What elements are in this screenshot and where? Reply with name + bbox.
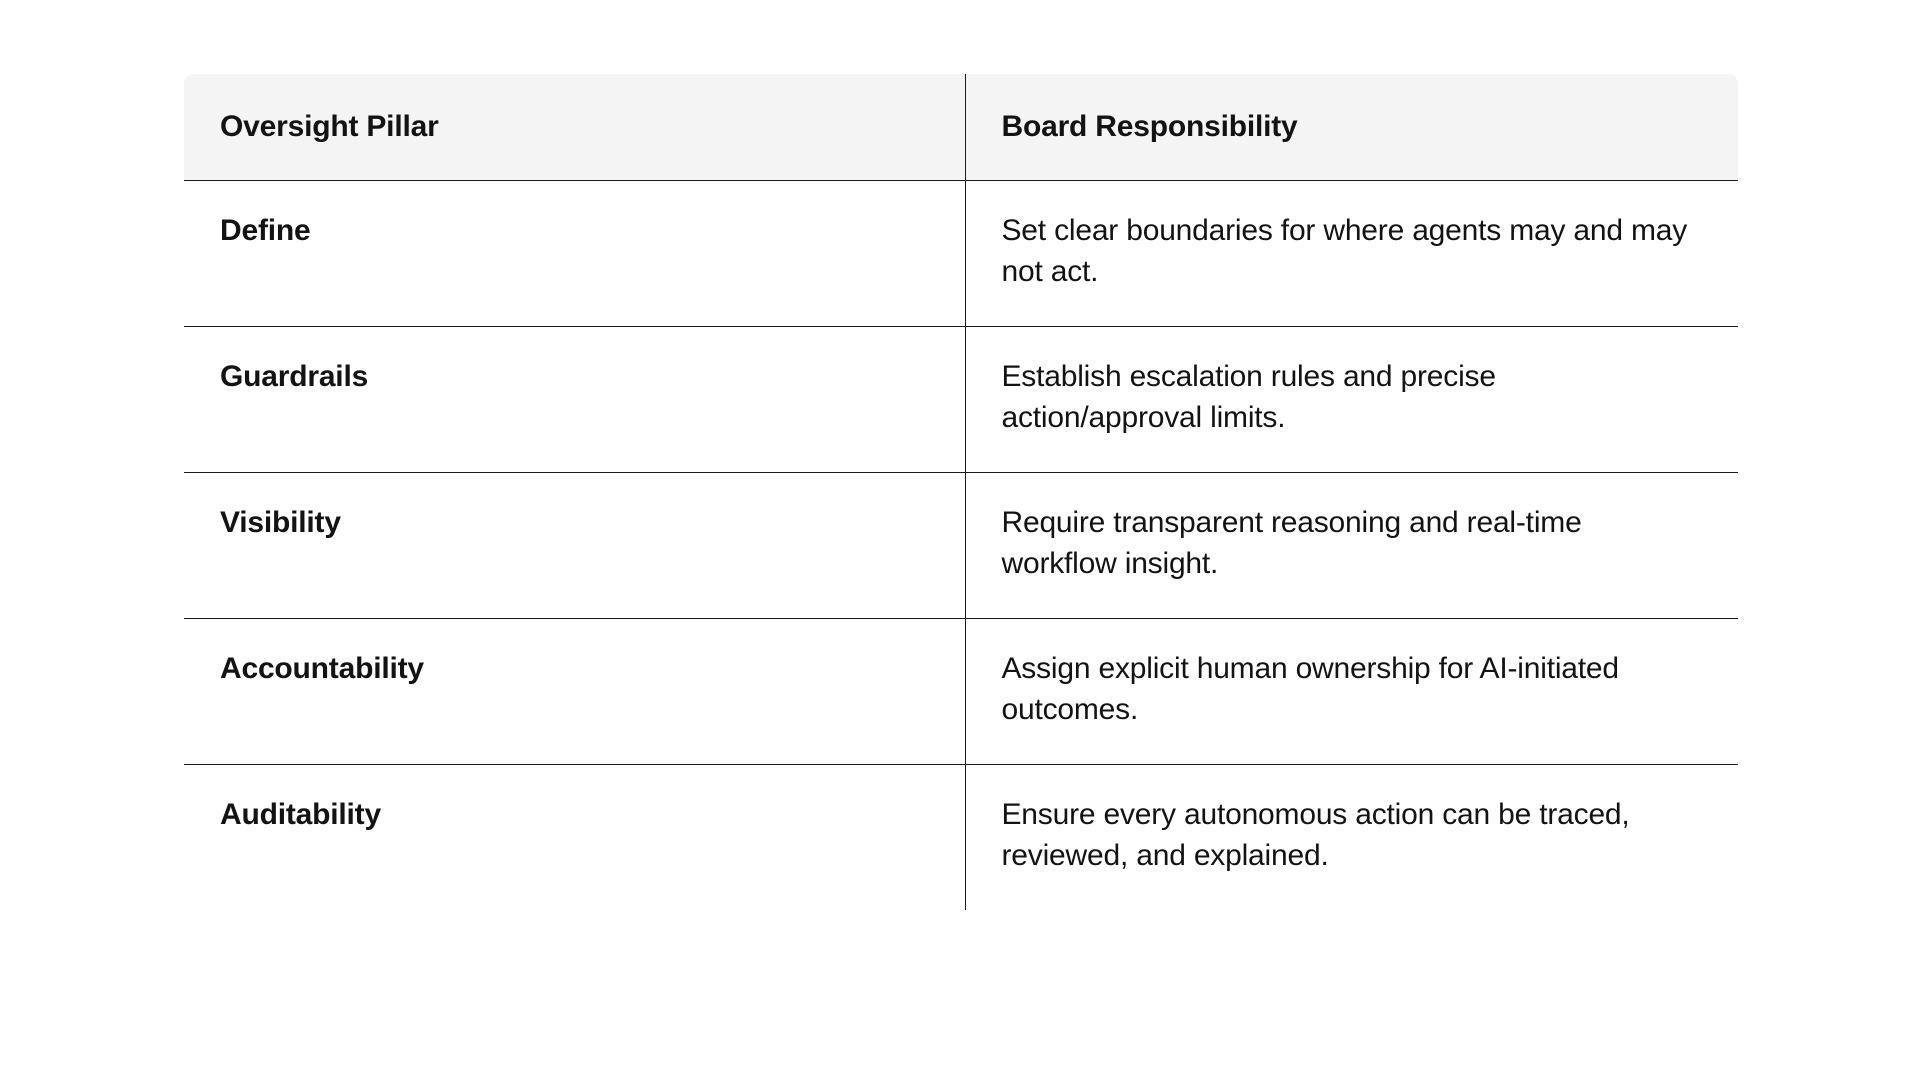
cell-responsibility-visibility: Require transparent reasoning and real-time workflow insight. [965, 473, 1739, 619]
cell-pillar-visibility: Visibility [183, 473, 965, 619]
cell-responsibility-auditability: Ensure every autonomous action can be traced, reviewed, and explained. [965, 765, 1739, 912]
oversight-pillar-table-container [182, 72, 1738, 912]
cell-pillar-define: Define [183, 181, 965, 327]
cell-pillar-guardrails: Guardrails [183, 327, 965, 473]
column-header-oversight-pillar: Oversight Pillar [183, 73, 965, 181]
table-row [183, 619, 1739, 765]
table-header [183, 73, 1739, 181]
cell-responsibility-define: Set clear boundaries for where agents may and may not act. [965, 181, 1739, 327]
cell-pillar-auditability: Auditability [183, 765, 965, 912]
table-row [183, 327, 1739, 473]
table-row [183, 765, 1739, 912]
cell-responsibility-accountability: Assign explicit human ownership for AI-initiated outcomes. [965, 619, 1739, 765]
cell-pillar-accountability: Accountability [183, 619, 965, 765]
oversight-pillar-table [182, 72, 1740, 912]
table-body [183, 181, 1739, 912]
table-row [183, 473, 1739, 619]
table-row [183, 181, 1739, 327]
cell-responsibility-guardrails: Establish escalation rules and precise action/approval limits. [965, 327, 1739, 473]
table-header-row [183, 73, 1739, 181]
column-header-board-responsibility: Board Responsibility [965, 73, 1739, 181]
